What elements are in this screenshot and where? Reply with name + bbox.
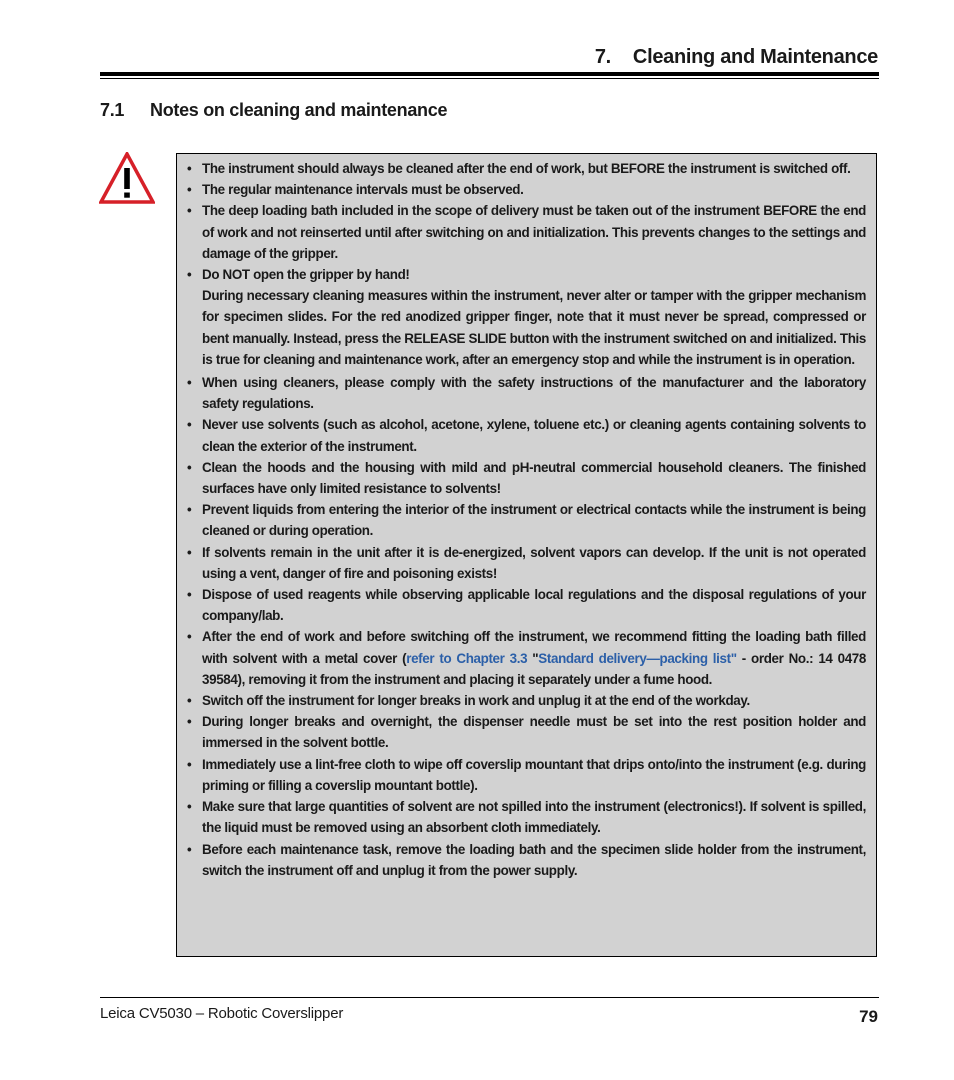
bullet-icon: • xyxy=(187,693,192,709)
packing-list-link[interactable]: Standard delivery—packing list" xyxy=(538,650,737,666)
bullet-icon: • xyxy=(187,587,192,603)
footer-rule xyxy=(100,997,879,998)
bullet-icon: • xyxy=(187,161,192,176)
list-item-text: After the end of work and before switching off the instrument, we recommend fitting the loading bath filled with solvent with a metal cover ( xyxy=(202,629,866,666)
list-item xyxy=(185,414,866,456)
list-item-text: - order No.: 14 0478 39584), removing it from the instrument and placing it separately under a fume hood. xyxy=(202,650,867,687)
list-item-text: Dispose of used reagents while observing applicable local regulations and the disposal regulations of your company/lab. xyxy=(202,587,866,624)
bullet-icon: • xyxy=(187,182,192,198)
list-item-text: Immediately use a lint-free cloth to wipe off coverslip mountant that drips onto/into the instrument (e.g. during priming or filling a coverslip mountant bottle). xyxy=(202,756,866,793)
section-heading: Notes on cleaning and maintenance xyxy=(150,100,448,120)
bullet-icon: • xyxy=(187,267,192,283)
list-item xyxy=(185,584,866,626)
footer-product-name: Leica CV5030 – Robotic Coverslipper xyxy=(100,1005,344,1022)
chapter-number: 7. xyxy=(594,46,611,68)
bullet-icon: • xyxy=(187,714,192,730)
bullet-icon: • xyxy=(187,459,192,475)
list-item xyxy=(185,626,866,690)
list-item xyxy=(185,796,866,838)
list-item xyxy=(185,499,866,541)
list-item xyxy=(185,754,866,796)
bullet-icon: • xyxy=(187,629,192,645)
chapter-title: Cleaning and Maintenance xyxy=(632,46,878,68)
list-item xyxy=(185,690,866,711)
chapter-reference-link[interactable]: refer to Chapter 3.3 xyxy=(406,650,528,666)
header-rule-thin xyxy=(100,78,879,79)
list-item xyxy=(185,457,866,499)
bullet-icon: • xyxy=(187,502,192,518)
list-item xyxy=(185,158,866,179)
section-number: 7.1 xyxy=(100,100,125,120)
list-item xyxy=(185,179,866,200)
list-item xyxy=(185,372,866,414)
list-item-text: Prevent liquids from entering the interior of the instrument or electrical contacts while the instrument is being cleaned or during operation. xyxy=(202,502,866,539)
list-item-text: If solvents remain in the unit after it is de-energized, solvent vapors can develop. If the unit is not operated using a vent, danger of fire and poisoning exists! xyxy=(202,544,866,581)
list-item-text: The deep loading bath included in the scope of delivery must be taken out of the instrument BEFORE the end of work and not reinserted until after switching on and initialization. This prevents changes to the settings and damage of the gripper. xyxy=(202,203,866,261)
list-item xyxy=(185,839,866,881)
bullet-icon: • xyxy=(187,544,192,560)
warning-triangle-icon xyxy=(99,152,155,204)
list-item xyxy=(185,711,866,753)
list-item-text: Clean the hoods and the housing with mild and pH-neutral commercial household cleaners. The finished surfaces have only limited resistance to solvents! xyxy=(202,459,866,497)
list-item xyxy=(185,200,866,264)
bullet-icon: • xyxy=(187,799,192,815)
list-item-text: Switch off the instrument for longer breaks in work and unplug it at the end of the workday. xyxy=(202,693,750,709)
page-number: 79 xyxy=(859,1007,878,1026)
list-item-text: " xyxy=(527,650,539,666)
list-item-text: The instrument should always be cleaned after the end of work, but BEFORE the instrument is switched off. xyxy=(202,161,851,176)
chapter-header xyxy=(100,46,878,72)
list-item xyxy=(185,542,866,584)
notice-list xyxy=(177,154,876,881)
list-item-text: During necessary cleaning measures within the instrument, never alter or tamper with the gripper mechanism for specimen slides. For the red anodized gripper finger, note that it must never be spread, compressed or bent manually. Instead, press the RELEASE SLIDE button with the instrument switched on and initialized. This is true for cleaning and maintenance work, after an emergency stop and while the instrument is in operation. xyxy=(202,288,866,367)
list-item-text: Never use solvents (such as alcohol, acetone, xylene, toluene etc.) or cleaning agents containing solvents to clean the exterior of the instrument. xyxy=(202,417,866,454)
list-item-text: The regular maintenance intervals must be observed. xyxy=(202,182,524,198)
list-item-text: When using cleaners, please comply with the safety instructions of the manufacturer and the laboratory safety regulations. xyxy=(202,375,866,412)
list-item-text: Before each maintenance task, remove the loading bath and the specimen slide holder from the instrument, switch the instrument off and unplug it from the power supply. xyxy=(202,841,866,878)
bullet-icon: • xyxy=(187,203,192,219)
list-item-text: Make sure that large quantities of solvent are not spilled into the instrument (electronics!). If solvent is spilled, the liquid must be removed using an absorbent cloth immediately. xyxy=(202,799,866,836)
section-title xyxy=(100,100,800,124)
header-rule-thick xyxy=(100,72,879,76)
bullet-icon: • xyxy=(187,756,192,772)
list-item-text: Do NOT open the gripper by hand! xyxy=(202,267,410,283)
bullet-icon: • xyxy=(187,375,192,391)
list-item-text: During longer breaks and overnight, the dispenser needle must be set into the rest position holder and immersed in the solvent bottle. xyxy=(202,714,866,751)
safety-notice-box xyxy=(176,153,877,957)
list-item xyxy=(185,264,866,370)
bullet-icon: • xyxy=(187,841,192,857)
bullet-icon: • xyxy=(187,417,192,433)
